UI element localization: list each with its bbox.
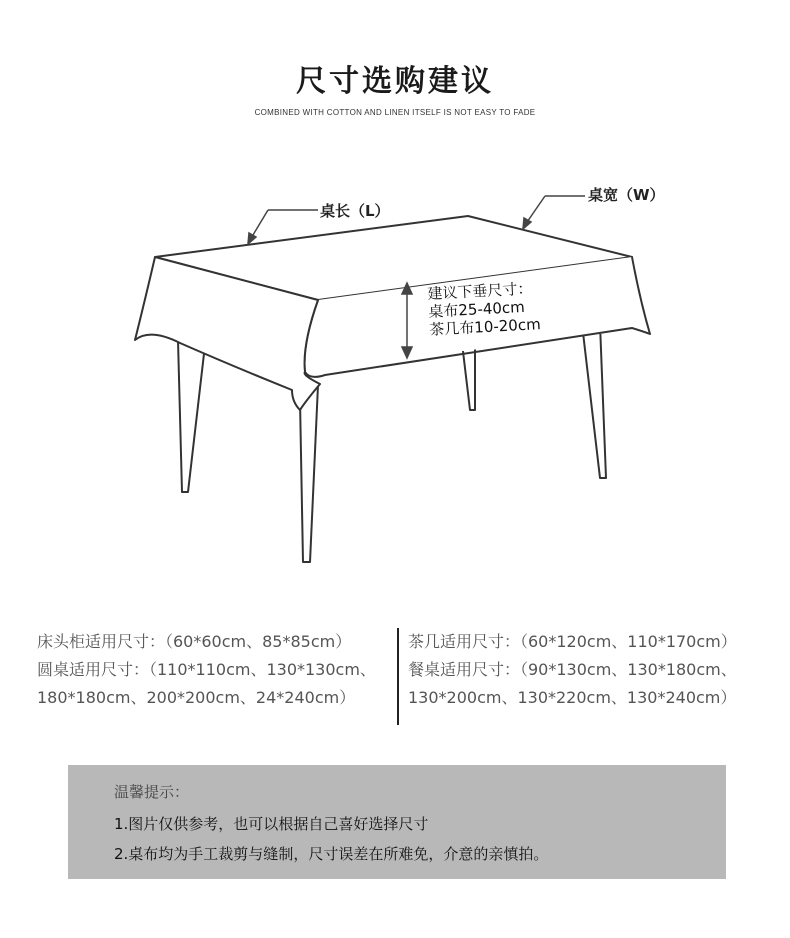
- drop-title: 建议下垂尺寸：: [427, 279, 533, 303]
- size-column-left: [37, 628, 397, 712]
- size-column-right: [408, 628, 778, 712]
- table-leg-front-left: [300, 385, 318, 562]
- size-line: 130*200cm、130*220cm、130*240cm）: [408, 688, 737, 707]
- length-arrowhead: [248, 233, 256, 244]
- tip-item: 2.桌布均为手工裁剪与缝制，尺寸误差在所难免，介意的亲慎拍。: [114, 845, 549, 863]
- table-length-label: 桌长（L）: [320, 202, 390, 220]
- table-illustration: [0, 150, 790, 590]
- table-leg-front-right: [582, 324, 606, 478]
- tip-item: 1.图片仅供参考，也可以根据自己喜好选择尺寸: [114, 815, 429, 833]
- size-line: 茶几适用尺寸：（60*120cm、110*170cm）: [408, 632, 737, 651]
- column-divider: [397, 628, 399, 725]
- size-line: 圆桌适用尺寸：（110*110cm、130*130cm、: [37, 660, 376, 679]
- width-arrowhead: [523, 218, 531, 229]
- page-subtitle: COMBINED WITH COTTON AND LINEN ITSELF IS NOT EASY TO FADE: [254, 108, 536, 117]
- size-line: 床头柜适用尺寸：（60*60cm、85*85cm）: [37, 632, 352, 651]
- drop-size-note: [427, 279, 541, 339]
- tips-title: 温馨提示：: [114, 783, 190, 801]
- drop-tablecloth: 桌布25-40cm: [427, 297, 526, 321]
- table-width-label: 桌宽（W）: [588, 186, 665, 204]
- size-line: 餐桌适用尺寸：（90*130cm、130*180cm、: [408, 660, 737, 679]
- tips-box: [68, 765, 726, 879]
- table-leg-back-left: [178, 340, 205, 492]
- drop-teatable: 茶几布10-20cm: [428, 315, 542, 339]
- page-title: 尺寸选购建议: [296, 64, 494, 99]
- table-diagram: [0, 150, 790, 590]
- size-line: 180*180cm、200*200cm、24*240cm）: [37, 688, 356, 707]
- size-recommendations: [0, 628, 790, 728]
